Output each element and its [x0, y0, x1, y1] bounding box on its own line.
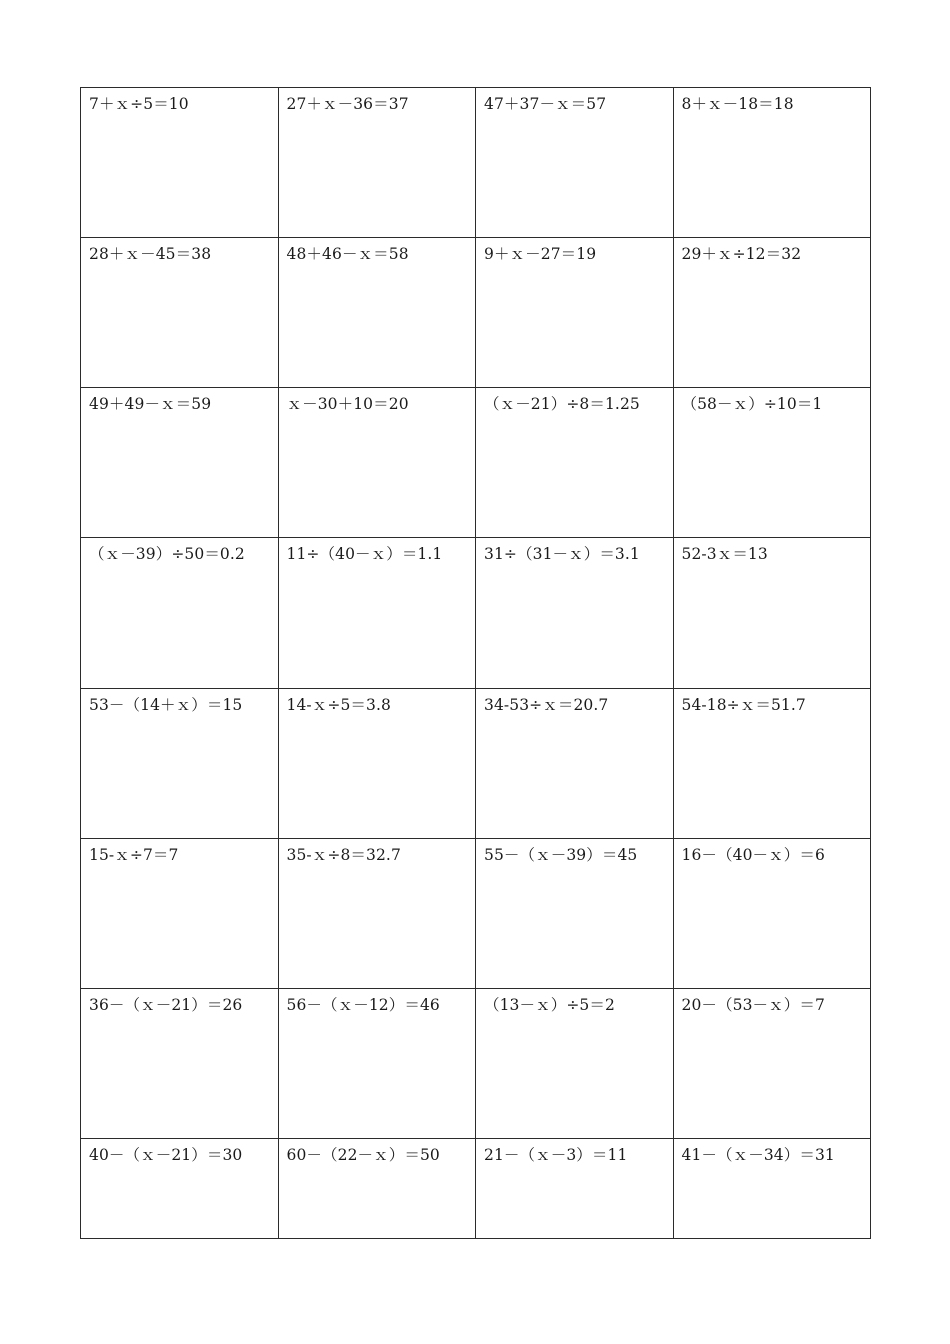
equation-cell: 9＋ｘ－27＝19 — [476, 238, 674, 388]
equation-cell: 11÷（40－ｘ）＝1.1 — [278, 538, 476, 688]
equation-cell: 31÷（31－ｘ）＝3.1 — [476, 538, 674, 688]
table-row — [81, 238, 871, 388]
equation-cell: 53－（14＋ｘ）＝15 — [81, 688, 279, 838]
equation-cell: 54-18÷ｘ＝51.7 — [673, 688, 871, 838]
equation-cell: 40－（ｘ－21）＝30 — [81, 1138, 279, 1238]
equation-cell: （58－ｘ）÷10＝1 — [673, 388, 871, 538]
equation-cell: 36－（ｘ－21）＝26 — [81, 988, 279, 1138]
table-row — [81, 1138, 871, 1238]
equation-cell: 60－（22－ｘ）＝50 — [278, 1138, 476, 1238]
equation-cell: 34-53÷ｘ＝20.7 — [476, 688, 674, 838]
equation-cell: 7＋ｘ÷5＝10 — [81, 88, 279, 238]
equation-cell: 35-ｘ÷8＝32.7 — [278, 838, 476, 988]
equation-cell: 15-ｘ÷7＝7 — [81, 838, 279, 988]
equation-cell: （13－ｘ）÷5＝2 — [476, 988, 674, 1138]
equation-cell: （ｘ－21）÷8＝1.25 — [476, 388, 674, 538]
equation-cell: 47＋37－ｘ＝57 — [476, 88, 674, 238]
equation-cell: 16－（40－ｘ）＝6 — [673, 838, 871, 988]
equation-cell: 41－（ｘ－34）＝31 — [673, 1138, 871, 1238]
equation-cell: 28＋ｘ－45＝38 — [81, 238, 279, 388]
equation-cell: 48＋46－ｘ＝58 — [278, 238, 476, 388]
equation-cell: 27＋ｘ－36＝37 — [278, 88, 476, 238]
worksheet-body — [81, 88, 871, 1239]
equation-cell: 52-3ｘ＝13 — [673, 538, 871, 688]
table-row — [81, 838, 871, 988]
equation-cell: 8＋ｘ－18＝18 — [673, 88, 871, 238]
table-row — [81, 988, 871, 1138]
equation-cell: 29＋ｘ÷12＝32 — [673, 238, 871, 388]
equation-cell: 14-ｘ÷5＝3.8 — [278, 688, 476, 838]
equation-cell: 49＋49－ｘ＝59 — [81, 388, 279, 538]
equation-worksheet-table — [80, 87, 871, 1239]
equation-cell: ｘ－30＋10＝20 — [278, 388, 476, 538]
table-row — [81, 538, 871, 688]
equation-cell: 56－（ｘ－12）＝46 — [278, 988, 476, 1138]
equation-cell: 55－（ｘ－39）＝45 — [476, 838, 674, 988]
table-row — [81, 88, 871, 238]
equation-cell: 20－（53－ｘ）＝7 — [673, 988, 871, 1138]
equation-cell: （ｘ－39）÷50＝0.2 — [81, 538, 279, 688]
table-row — [81, 688, 871, 838]
table-row — [81, 388, 871, 538]
equation-cell: 21－（ｘ－3）＝11 — [476, 1138, 674, 1238]
